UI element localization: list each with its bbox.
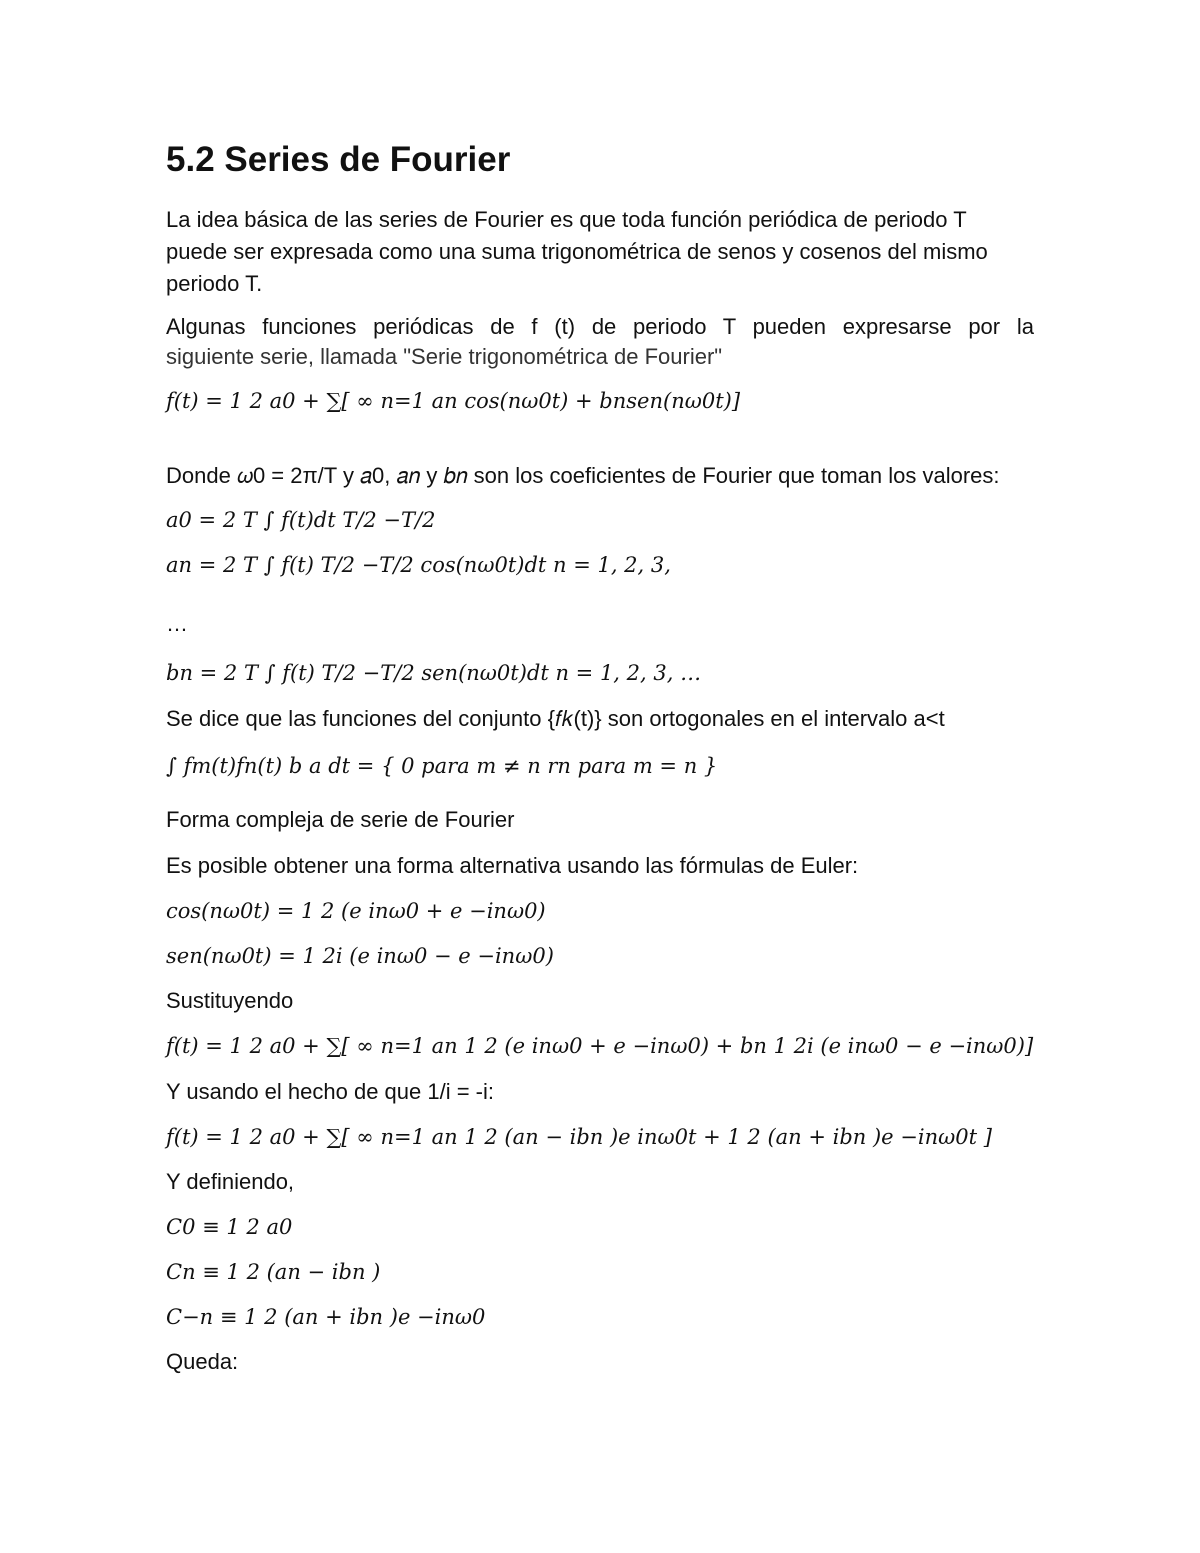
intro-line-3: periodo T. bbox=[166, 271, 263, 296]
bn-formula: 𝑏𝑛 = 2 𝑇 ∫ 𝑓(𝑡) 𝑇/2 −𝑇/2 𝑠𝑒𝑛(𝑛𝜔0𝑡)𝑑𝑡 𝑛 = 1, 2, 3, … bbox=[166, 661, 702, 685]
complex-form-heading: Forma compleja de serie de Fourier bbox=[166, 807, 515, 832]
section-title: 5.2 Series de Fourier bbox=[166, 140, 511, 179]
trig-series-formula: 𝑓(𝑡) = 1 2 𝑎0 + ∑[ ∞ 𝑛=1 𝑎𝑛 cos(𝑛𝜔0𝑡) + 𝑏𝑛𝑠𝑒𝑛(𝑛𝜔0𝑡)] bbox=[166, 389, 741, 413]
orthogonal-statement: Se dice que las funciones del conjunto {𝑓𝑘(t)} son ortogonales en el intervalo a<t bbox=[166, 706, 945, 731]
a0-formula: 𝑎0 = 2 𝑇 ∫ 𝑓(𝑡)𝑑𝑡 𝑇/2 −𝑇/2 bbox=[166, 508, 436, 532]
cos-euler-formula: 𝑐𝑜𝑠(𝑛𝜔0𝑡) = 1 2 (𝑒 𝑖𝑛𝜔0 + 𝑒 −𝑖𝑛𝜔0) bbox=[166, 899, 546, 923]
an-formula: 𝑎𝑛 = 2 𝑇 ∫ 𝑓(𝑡) 𝑇/2 −𝑇/2 𝑐𝑜𝑠(𝑛𝜔0𝑡)𝑑𝑡 𝑛 = 1, 2, 3, bbox=[166, 553, 671, 577]
complex-series-formula: 𝑓(𝑡) = 1 2 𝑎0 + ∑[ ∞ 𝑛=1 𝑎𝑛 1 2 (𝑎𝑛 − 𝑖𝑏𝑛 )𝑒 𝑖𝑛𝜔0𝑡 + 1 2 (𝑎𝑛 + 𝑖𝑏𝑛 )𝑒 −𝑖𝑛𝜔0𝑡 ] bbox=[166, 1125, 992, 1149]
euler-intro: Es posible obtener una forma alternativa usando las fórmulas de Euler: bbox=[166, 853, 859, 878]
result-label: Queda: bbox=[166, 1349, 239, 1374]
c-minus-n-definition: 𝐶−𝑛 ≡ 1 2 (𝑎𝑛 + 𝑖𝑏𝑛 )𝑒 −𝑖𝑛𝜔0 bbox=[166, 1305, 486, 1329]
intro-line-2: puede ser expresada como una suma trigonométrica de senos y cosenos del mismo bbox=[166, 239, 988, 264]
sen-euler-formula: 𝑠𝑒𝑛(𝑛𝜔0𝑡) = 1 2𝑖 (𝑒 𝑖𝑛𝜔0 − 𝑒 −𝑖𝑛𝜔0) bbox=[166, 944, 554, 968]
ellipsis-line: … bbox=[166, 611, 188, 636]
identity-note: Y usando el hecho de que 1/i = -i: bbox=[166, 1079, 495, 1104]
defining-label: Y definiendo, bbox=[166, 1169, 295, 1194]
c0-definition: 𝐶0 ≡ 1 2 𝑎0 bbox=[166, 1215, 293, 1239]
cn-definition: 𝐶𝑛 ≡ 1 2 (𝑎𝑛 − 𝑖𝑏𝑛 ) bbox=[166, 1260, 381, 1284]
intro-line-1: La idea básica de las series de Fourier es que toda función periódica de periodo T bbox=[166, 207, 967, 232]
coefficients-description: Donde 𝜔0 = 2π/T y 𝑎0, 𝑎𝑛 y 𝑏𝑛 son los coeficientes de Fourier que toman los valores: bbox=[166, 463, 1000, 488]
series-intro-line-1: Algunas funciones periódicas de f (t) de periodo T pueden expresarse por la bbox=[166, 314, 1034, 339]
substituting-label: Sustituyendo bbox=[166, 988, 294, 1013]
orthogonality-formula: ∫ 𝑓𝑚(𝑡)𝑓𝑛(𝑡) 𝑏 𝑎 𝑑𝑡 = { 0 𝑝𝑎𝑟𝑎 𝑚 ≠ 𝑛 𝑟𝑛 𝑝𝑎𝑟𝑎 𝑚 = 𝑛 } bbox=[166, 754, 718, 778]
substituted-series-formula: 𝑓(𝑡) = 1 2 𝑎0 + ∑[ ∞ 𝑛=1 𝑎𝑛 1 2 (𝑒 𝑖𝑛𝜔0 + 𝑒 −𝑖𝑛𝜔0) + 𝑏𝑛 1 2𝑖 (𝑒 𝑖𝑛𝜔0 − 𝑒 −𝑖𝑛𝜔0)] bbox=[166, 1034, 1034, 1058]
series-intro-line-2: siguiente serie, llamada "Serie trigonométrica de Fourier" bbox=[166, 344, 723, 369]
